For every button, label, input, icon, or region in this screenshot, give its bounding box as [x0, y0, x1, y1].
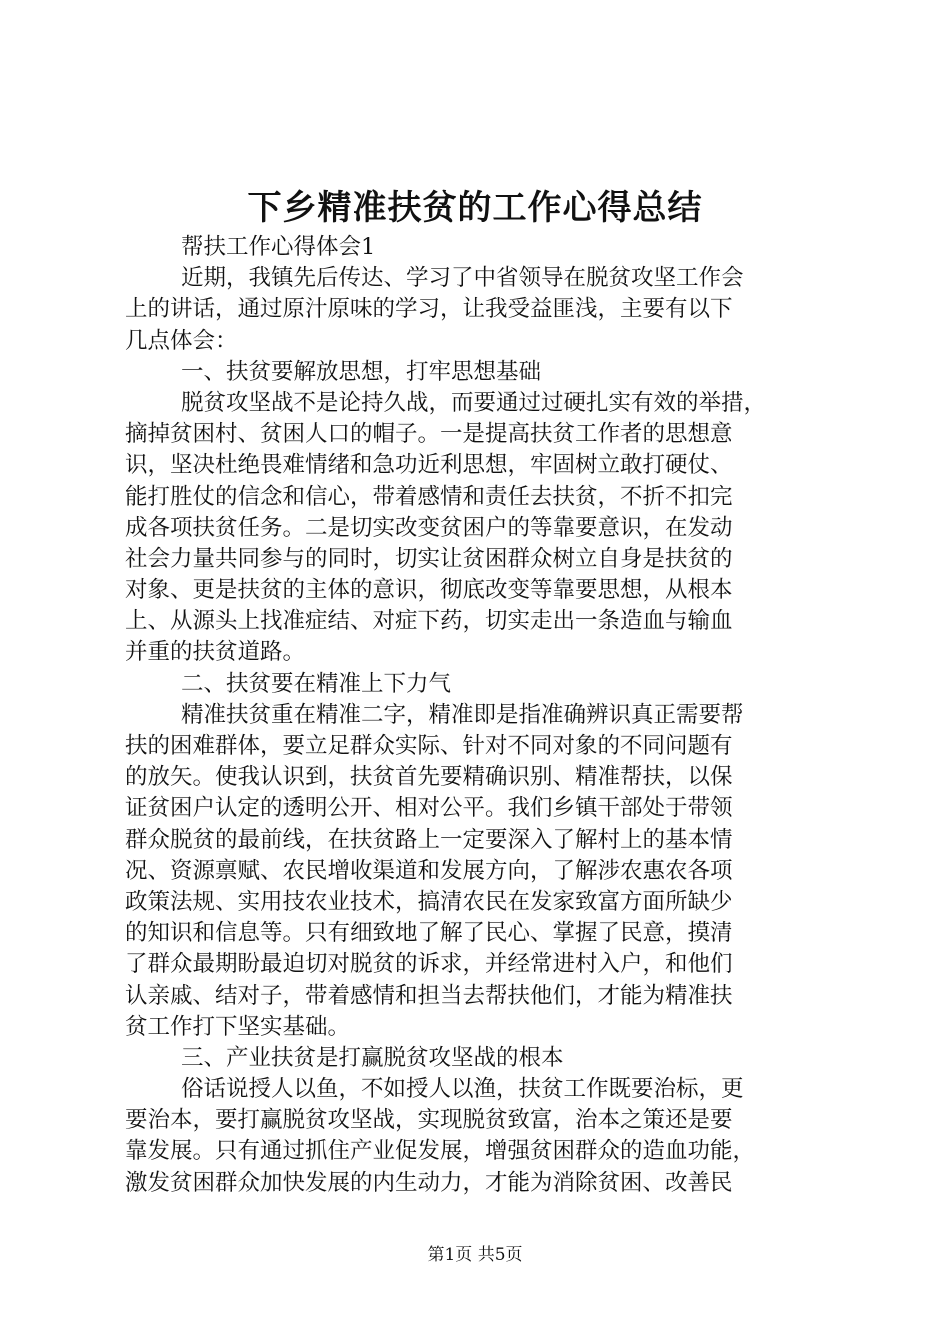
text-line: 帮扶工作心得体会1: [181, 234, 376, 260]
text-line: 三、产业扶贫是打赢脱贫攻坚战的根本: [181, 1044, 564, 1071]
text-line: 识，坚决杜绝畏难情绪和急功近利思想，牢固树立敢打硬仗、: [125, 452, 733, 479]
text-line: 政策法规、实用技农业技术，搞清农民在发家致富方面所缺少: [125, 888, 733, 915]
text-line: 脱贫攻坚战不是论持久战，而要通过过硬扎实有效的举措，: [181, 389, 767, 416]
text-line: 贫工作打下坚实基础。: [125, 1013, 351, 1040]
text-line: 了群众最期盼最迫切对脱贫的诉求，并经常进村入户，和他们: [125, 951, 733, 978]
text-line: 的放矢。使我认识到，扶贫首先要精确识别、精准帮扶，以保: [125, 764, 733, 791]
text-line: 上、从源头上找准症结、对症下药，切实走出一条造血与输血: [125, 608, 733, 635]
text-line: 况、资源禀赋、农民增收渠道和发展方向，了解涉农惠农各项: [125, 857, 733, 884]
text-line: 要治本，要打赢脱贫攻坚战，实现脱贫致富，治本之策还是要: [125, 1107, 733, 1134]
document-title: 下乡精准扶贫的工作心得总结: [247, 188, 703, 228]
text-line: 扶的困难群体，要立足群众实际、针对不同对象的不同问题有: [125, 733, 733, 759]
text-line: 成各项扶贫任务。二是切实改变贫困户的等靠要意识，在发动: [125, 514, 733, 541]
text-line: 激发贫困群众加快发展的内生动力，才能为消除贫困、改善民: [125, 1169, 733, 1196]
text-line: 上的讲话，通过原汁原味的学习，让我受益匪浅，主要有以下: [125, 296, 733, 323]
document-body: [125, 232, 837, 1199]
text-line: 能打胜仗的信念和信心，带着感情和责任去扶贫，不折不扣完: [125, 483, 733, 510]
text-line: 并重的扶贫道路。: [125, 639, 306, 666]
text-line: 认亲戚、结对子，带着感情和担当去帮扶他们，才能为精准扶: [125, 982, 733, 1009]
text-line: 二、扶贫要在精准上下力气: [181, 670, 452, 697]
text-line: 证贫困户认定的透明公开、相对公平。我们乡镇干部处于带领: [125, 795, 733, 822]
page-footer: 第1页 共5页: [427, 1245, 523, 1265]
text-line: 的知识和信息等。只有细致地了解了民心、掌握了民意，摸清: [125, 920, 733, 947]
text-line: 一、扶贫要解放思想，打牢思想基础: [181, 358, 542, 385]
text-line: 摘掉贫困村、贫困人口的帽子。一是提高扶贫工作者的思想意: [125, 421, 733, 448]
text-line: 精准扶贫重在精准二字，精准即是指准确辨识真正需要帮: [181, 701, 744, 728]
text-line: 对象、更是扶贫的主体的意识，彻底改变等靠要思想，从根本: [125, 577, 733, 604]
text-line: 靠发展。只有通过抓住产业促发展，增强贫困群众的造血功能，: [125, 1138, 756, 1165]
text-line: 群众脱贫的最前线，在扶贫路上一定要深入了解村上的基本情: [125, 826, 733, 853]
text-line: 近期，我镇先后传达、学习了中省领导在脱贫攻坚工作会: [181, 265, 744, 292]
text-line: 社会力量共同参与的同时，切实让贫困群众树立自身是扶贫的: [125, 545, 733, 572]
text-line: 几点体会：: [125, 327, 238, 354]
text-line: 俗话说授人以鱼，不如授人以渔，扶贫工作既要治标，更: [181, 1076, 744, 1103]
